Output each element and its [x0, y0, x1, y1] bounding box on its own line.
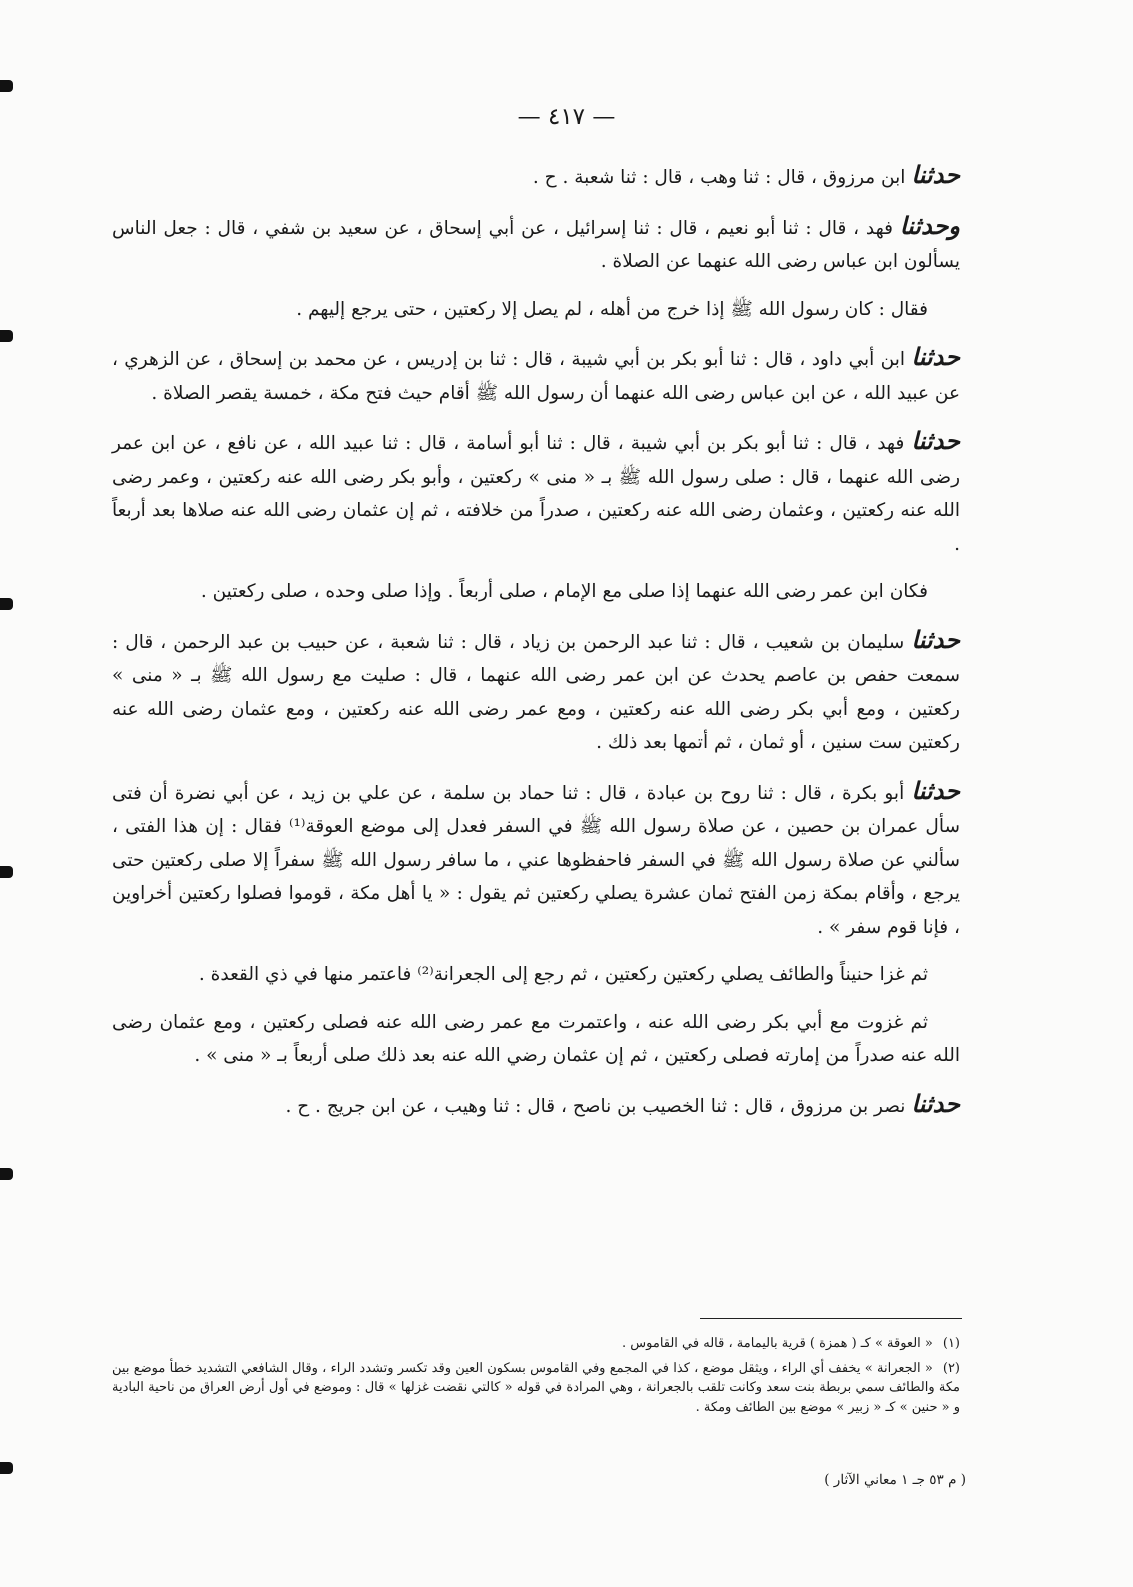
paragraph — [112, 158, 960, 195]
footnote-text: « العوقة » كـ ( همزة ) قرية باليمامة ، قاله في القاموس . — [622, 1336, 933, 1351]
paragraph-opener: حدثنا — [911, 160, 960, 189]
paragraph-text: ثم غزا حنيناً والطائف يصلي ركعتين ركعتين ، ثم رجع إلى الجعرانة⁽²⁾ فاعتمر منها في ذي القعدة . — [198, 964, 928, 985]
margin-mark — [0, 866, 13, 878]
paragraph-opener: حدثنا — [911, 1088, 960, 1118]
paragraph — [112, 958, 960, 992]
margin-mark — [0, 1168, 13, 1180]
paragraph-text: سليمان بن شعيب ، قال : ثنا عبد الرحمن بن زياد ، قال : ثنا شعبة ، عن حبيب بن عبد الرحمن ، قال : سمعت حفص بن عاصم يحدث عن ابن عمر رضى الله عنهما ، قال : صليت مع رسول الله ﷺ بـ « منى » ركعتين ، ومع أبي بكر رضى الله عنه ركعتين ، ومع عمر رضى الله عنه ركعتين ، ومع عثمان رضى الله عنه ركعتين ست سنين ، أو ثمان ، ثم أتمها بعد ذلك . — [112, 631, 960, 753]
paragraph — [112, 424, 960, 561]
paragraph-text: نصر بن مرزوق ، قال : ثنا الخصيب بن ناصح ، قال : ثنا وهيب ، عن ابن جريج . ح . — [285, 1095, 906, 1117]
paragraph — [112, 623, 960, 760]
paragraph-text: ثم غزوت مع أبي بكر رضى الله عنه ، واعتمرت مع عمر رضى الله عنه فصلى ركعتين ، ومع عثمان رضى الله عنه صدراً من إمارته فصلى ركعتين ، ثم إن عثمان رضي الله عنه بعد ذلك صلى أربعاً بـ « منى » . — [112, 1011, 960, 1066]
main-text — [112, 158, 960, 1137]
footnote — [112, 1334, 960, 1354]
footnote-text: « الجعرانة » يخفف أي الراء ، ويثقل موضع ، كذا في المجمع وفي القاموس بسكون العين وقد تكسر وتشدد الراء ، وقال الشافعي التشديد خطأ موضع بين مكة والطائف سمي بربطة بنت سعد وكانت تلقب بالجعرانة ، وهي المرادة في قوله « كالتي نقضت غزلها » قال : وموضع في أول أرض العراق من ناحية البادية و « حنين » كـ « زبير » موضع بين الطائف ومكة . — [112, 1360, 960, 1415]
footnote-number: (٢) — [942, 1360, 960, 1376]
paragraph-text: أبو بكرة ، قال : ثنا روح بن عبادة ، قال : ثنا حماد بن سلمة ، عن علي بن زيد ، عن أبي نضرة أن فتى سأل عمران بن حصين ، عن صلاة رسول الله ﷺ في السفر فعدل إلى موضع العوقة⁽¹⁾ فقال : إن هذا الفتى ، سألني عن صلاة رسول الله ﷺ في السفر فاحفظوها عني ، ما سافر رسول الله ﷺ سفراً إلا صلى ركعتين حتى يرجع ، وأقام بمكة زمن الفتح ثمان عشرة يصلي ركعتين ثم يقول : « يا أهل مكة ، قوموا فصلوا ركعتين أخراوين ، فإنا قوم سفر » . — [112, 782, 960, 938]
paragraph-opener: حدثنا — [911, 426, 960, 455]
footnote-divider — [700, 1318, 962, 1319]
paragraph-opener: حدثنا — [911, 342, 960, 371]
margin-mark — [0, 598, 13, 610]
margin-mark — [0, 80, 13, 92]
footnote — [112, 1359, 960, 1418]
paragraph-text: ابن مرزوق ، قال : ثنا وهب ، قال : ثنا شعبة . ح . — [532, 167, 906, 188]
margin-mark — [0, 330, 13, 342]
paragraph — [112, 575, 960, 609]
paragraph — [112, 209, 960, 279]
margin-mark — [0, 1462, 13, 1474]
paragraph-text: ابن أبي داود ، قال : ثنا أبو بكر بن أبي شيبة ، قال : ثنا بن إدريس ، عن محمد بن إسحاق ، عن الزهري ، عن عبيد الله ، عن ابن عباس رضى الله عنهما أن رسول الله ﷺ أقام حيث فتح مكة ، خمسة يقصر الصلاة . — [112, 349, 960, 404]
paragraph-opener: حدثنا — [911, 624, 960, 654]
volume-signature: ( م ٥٣ جـ ١ معاني الآثار ) — [824, 1472, 966, 1488]
footnotes — [112, 1334, 960, 1422]
paragraph — [112, 1087, 960, 1124]
footnote-number: (١) — [942, 1336, 960, 1351]
paragraph — [112, 774, 960, 945]
paragraph-text: فهد ، قال : ثنا أبو بكر بن أبي شيبة ، قال : ثنا أبو أسامة ، قال : ثنا عبيد الله ، عن نافع ، عن ابن عمر رضى الله عنهما ، قال : صلى رسول الله ﷺ بـ « منى » ركعتين ، وأبو بكر رضى الله عنه ركعتين ، وعمر رضى الله عنه ركعتين ، وعثمان رضى الله عنه ركعتين ، صدراً من خلافته ، ثم إن عثمان رضى الله عنه صلاها بعد أربعاً . — [112, 433, 960, 555]
paragraph-text: فقال : كان رسول الله ﷺ إذا خرج من أهله ، لم يصل إلا ركعتين ، حتى يرجع إليهم . — [296, 298, 928, 320]
paragraph-opener: وحدثنا — [899, 210, 960, 240]
paragraph — [112, 340, 960, 410]
paragraph-opener: حدثنا — [911, 775, 960, 805]
paragraph-text: فكان ابن عمر رضى الله عنهما إذا صلى مع الإمام ، صلى أربعاً . وإذا صلى وحده ، صلى ركعتين . — [200, 581, 928, 602]
paragraph — [112, 1006, 960, 1073]
paragraph-text: فهد ، قال : ثنا أبو نعيم ، قال : ثنا إسرائيل ، عن أبي إسحاق ، عن سعيد بن شفي ، قال : جعل الناس يسألون ابن عباس رضى الله عنهما عن الصلاة . — [112, 217, 960, 272]
paragraph — [112, 293, 960, 327]
page-number: — ٤١٧ — — [517, 104, 616, 130]
